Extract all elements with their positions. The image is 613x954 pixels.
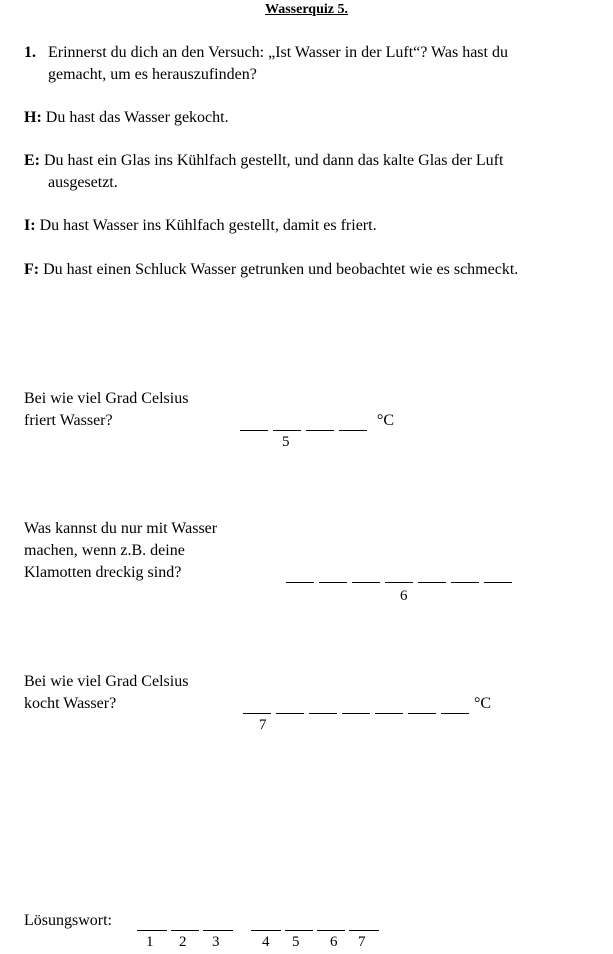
answer-text: Du hast Wasser ins Kühlfach gestellt, damit es friert. xyxy=(39,217,377,234)
answer-blank[interactable] xyxy=(306,429,334,431)
answer-blank[interactable] xyxy=(319,581,347,583)
unit-celsius: °C xyxy=(377,412,395,429)
answer-blank[interactable] xyxy=(317,929,345,931)
answer-blank[interactable] xyxy=(418,581,446,583)
answer-blank[interactable] xyxy=(339,429,367,431)
q3-line3: Klamotten dreckig sind? xyxy=(24,564,182,581)
solution-index: 2 xyxy=(179,934,187,950)
answer-letter: I: xyxy=(24,217,36,234)
unit-celsius: °C xyxy=(474,695,492,712)
q4-line1: Bei wie viel Grad Celsius xyxy=(24,673,189,690)
answer-blank[interactable] xyxy=(286,581,314,583)
q2-line1: Bei wie viel Grad Celsius xyxy=(24,390,189,407)
answer-blank[interactable] xyxy=(251,929,281,931)
answer-e xyxy=(24,152,503,170)
page-title: Wasserquiz 5. xyxy=(265,2,348,17)
solution-label: Lösungswort: xyxy=(24,912,112,929)
answer-text: Du hast das Wasser gekocht. xyxy=(45,109,229,126)
answer-blank[interactable] xyxy=(309,712,337,714)
answer-blank[interactable] xyxy=(171,929,199,931)
solution-index: 4 xyxy=(262,934,270,950)
answer-blank[interactable] xyxy=(342,712,370,714)
question-text-line2: gemacht, um es herauszufinden? xyxy=(48,66,257,83)
answer-f xyxy=(24,261,518,279)
solution-index: 5 xyxy=(292,934,300,950)
answer-blank[interactable] xyxy=(243,712,271,714)
solution-index: 6 xyxy=(330,934,338,950)
question-number: 1. xyxy=(24,44,36,61)
answer-blank[interactable] xyxy=(484,581,512,583)
solution-index: 1 xyxy=(146,934,154,950)
answer-h xyxy=(24,109,229,127)
answer-blank[interactable] xyxy=(385,581,413,583)
answer-blank[interactable] xyxy=(451,581,479,583)
answer-e-continuation: ausgesetzt. xyxy=(48,174,118,191)
q3-line2: machen, wenn z.B. deine xyxy=(24,542,185,559)
q2-line2: friert Wasser? xyxy=(24,412,113,429)
answer-blank[interactable] xyxy=(285,929,313,931)
letter-index: 5 xyxy=(282,434,290,450)
question-text-line1: Erinnerst du dich an den Versuch: „Ist Wasser in der Luft“? Was hast du xyxy=(48,44,508,61)
answer-blank[interactable] xyxy=(137,929,167,931)
answer-letter: E: xyxy=(24,152,40,169)
answer-blank[interactable] xyxy=(441,712,469,714)
q4-line2: kocht Wasser? xyxy=(24,695,117,712)
solution-index: 3 xyxy=(212,934,220,950)
answer-blank[interactable] xyxy=(408,712,436,714)
answer-text: Du hast ein Glas ins Kühlfach gestellt, und dann das kalte Glas der Luft xyxy=(44,152,504,169)
answer-blank[interactable] xyxy=(276,712,304,714)
letter-index: 7 xyxy=(259,717,267,733)
answer-letter: F: xyxy=(24,261,40,278)
answer-i xyxy=(24,217,377,235)
solution-index: 7 xyxy=(358,934,366,950)
answer-letter: H: xyxy=(24,109,42,126)
answer-blank[interactable] xyxy=(203,929,233,931)
answer-blank[interactable] xyxy=(273,429,301,431)
letter-index: 6 xyxy=(400,588,408,604)
answer-blank[interactable] xyxy=(240,429,268,431)
q3-line1: Was kannst du nur mit Wasser xyxy=(24,520,218,537)
answer-blank[interactable] xyxy=(375,712,403,714)
answer-blank[interactable] xyxy=(349,929,379,931)
answer-blank[interactable] xyxy=(352,581,380,583)
answer-text: Du hast einen Schluck Wasser getrunken und beobachtet wie es schmeckt. xyxy=(43,261,519,278)
